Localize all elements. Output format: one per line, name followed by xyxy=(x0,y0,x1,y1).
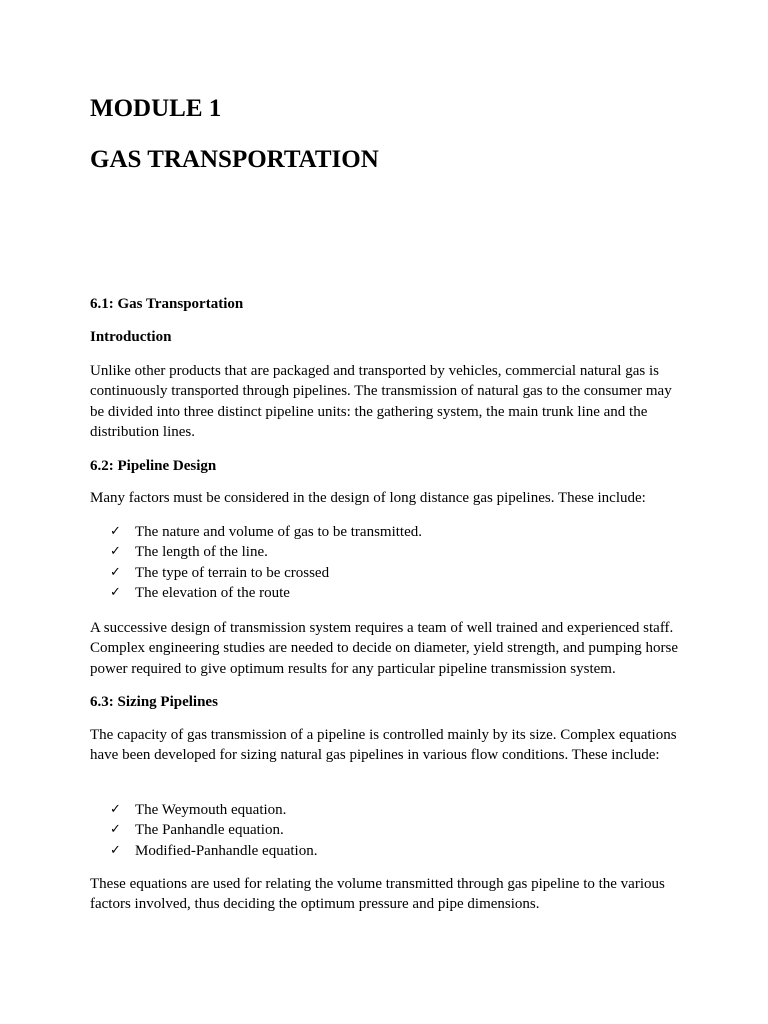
list-item xyxy=(110,841,317,861)
check-icon: ✓ xyxy=(110,842,121,858)
check-icon: ✓ xyxy=(110,544,121,560)
check-icon: ✓ xyxy=(110,585,121,601)
section-6-1-heading: 6.1: Gas Transportation xyxy=(90,296,244,312)
list-item xyxy=(110,522,422,542)
pipeline-design-paragraph: A successive design of transmission system requires a team of well trained and experienced staff. Complex engineering studies are needed to decide on diameter, yield strength, and pumping horse power required to give optimum results for any particular pipeline transmission system. xyxy=(90,620,678,677)
list-item-text: The Weymouth equation. xyxy=(135,802,287,818)
list-item xyxy=(110,563,422,583)
list-item xyxy=(110,542,422,562)
list-item xyxy=(110,583,422,603)
sizing-pipelines-intro: The capacity of gas transmission of a pipeline is controlled mainly by its size. Complex equations have been developed for sizing natural gas pipelines in various flow conditions. These include: xyxy=(90,727,677,764)
sizing-pipelines-paragraph: These equations are used for relating the volume transmitted through gas pipeline to the various factors involved, thus deciding the optimum pressure and pipe dimensions. xyxy=(90,876,665,913)
module-subtitle: GAS TRANSPORTATION xyxy=(90,146,379,173)
list-item-text: The nature and volume of gas to be transmitted. xyxy=(135,524,422,540)
list-item xyxy=(110,800,317,820)
section-6-3-heading: 6.3: Sizing Pipelines xyxy=(90,694,218,710)
check-icon: ✓ xyxy=(110,524,121,539)
list-item-text: Modified-Panhandle equation. xyxy=(135,842,318,859)
list-item xyxy=(110,820,317,840)
list-item-text: The elevation of the route xyxy=(135,585,290,602)
sizing-equations-list xyxy=(110,800,317,861)
introduction-paragraph: Unlike other products that are packaged and transported by vehicles, commercial natural gas is continuously transported through pipelines. The transmission of natural gas to the consumer may be divided into three distinct pipeline units: the gathering system, the main trunk line and the distribution lines. xyxy=(90,363,672,441)
list-item-text: The Panhandle equation. xyxy=(135,822,284,839)
check-icon: ✓ xyxy=(110,564,121,580)
design-factors-list xyxy=(110,522,422,604)
list-item-text: The length of the line. xyxy=(135,544,268,561)
check-icon: ✓ xyxy=(110,802,121,817)
pipeline-design-intro: Many factors must be considered in the design of long distance gas pipelines. These include: xyxy=(90,490,646,506)
section-6-2-heading: 6.2: Pipeline Design xyxy=(90,458,217,474)
introduction-subheading: Introduction xyxy=(90,329,172,345)
list-item-text: The type of terrain to be crossed xyxy=(135,564,330,581)
module-title: MODULE 1 xyxy=(90,95,222,122)
check-icon: ✓ xyxy=(110,822,121,838)
